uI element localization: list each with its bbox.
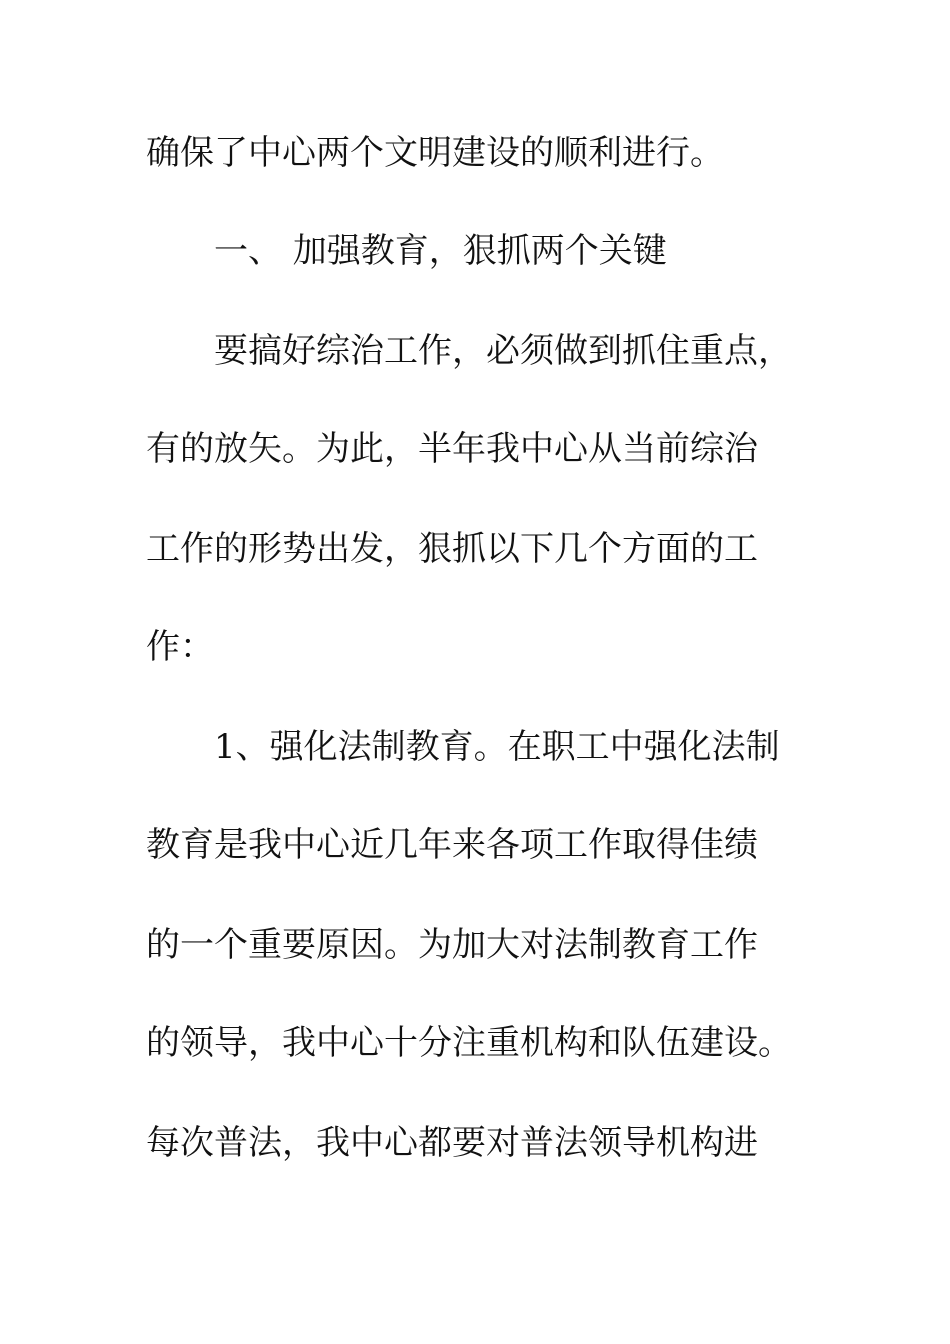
- text-line: 教育是我中心近几年来各项工作取得佳绩: [146, 825, 758, 865]
- text-line: 确保了中心两个文明建设的顺利进行。: [146, 133, 724, 173]
- text-line: 的一个重要原因。为加大对法制教育工作: [146, 925, 758, 965]
- section-heading: 一、 加强教育，狠抓两个关键: [214, 231, 667, 271]
- text-line: 每次普法，我中心都要对普法领导机构进: [146, 1123, 758, 1163]
- text-line: 有的放矢。为此，半年我中心从当前综治: [146, 429, 758, 469]
- text-line: 作：: [146, 627, 214, 667]
- text-line: 要搞好综治工作，必须做到抓住重点，: [214, 331, 792, 371]
- text-line: 工作的形势出发，狠抓以下几个方面的工: [146, 529, 758, 569]
- text-line: 的领导，我中心十分注重机构和队伍建设。: [146, 1023, 792, 1063]
- text-line: 1、强化法制教育。在职工中强化法制: [214, 727, 780, 767]
